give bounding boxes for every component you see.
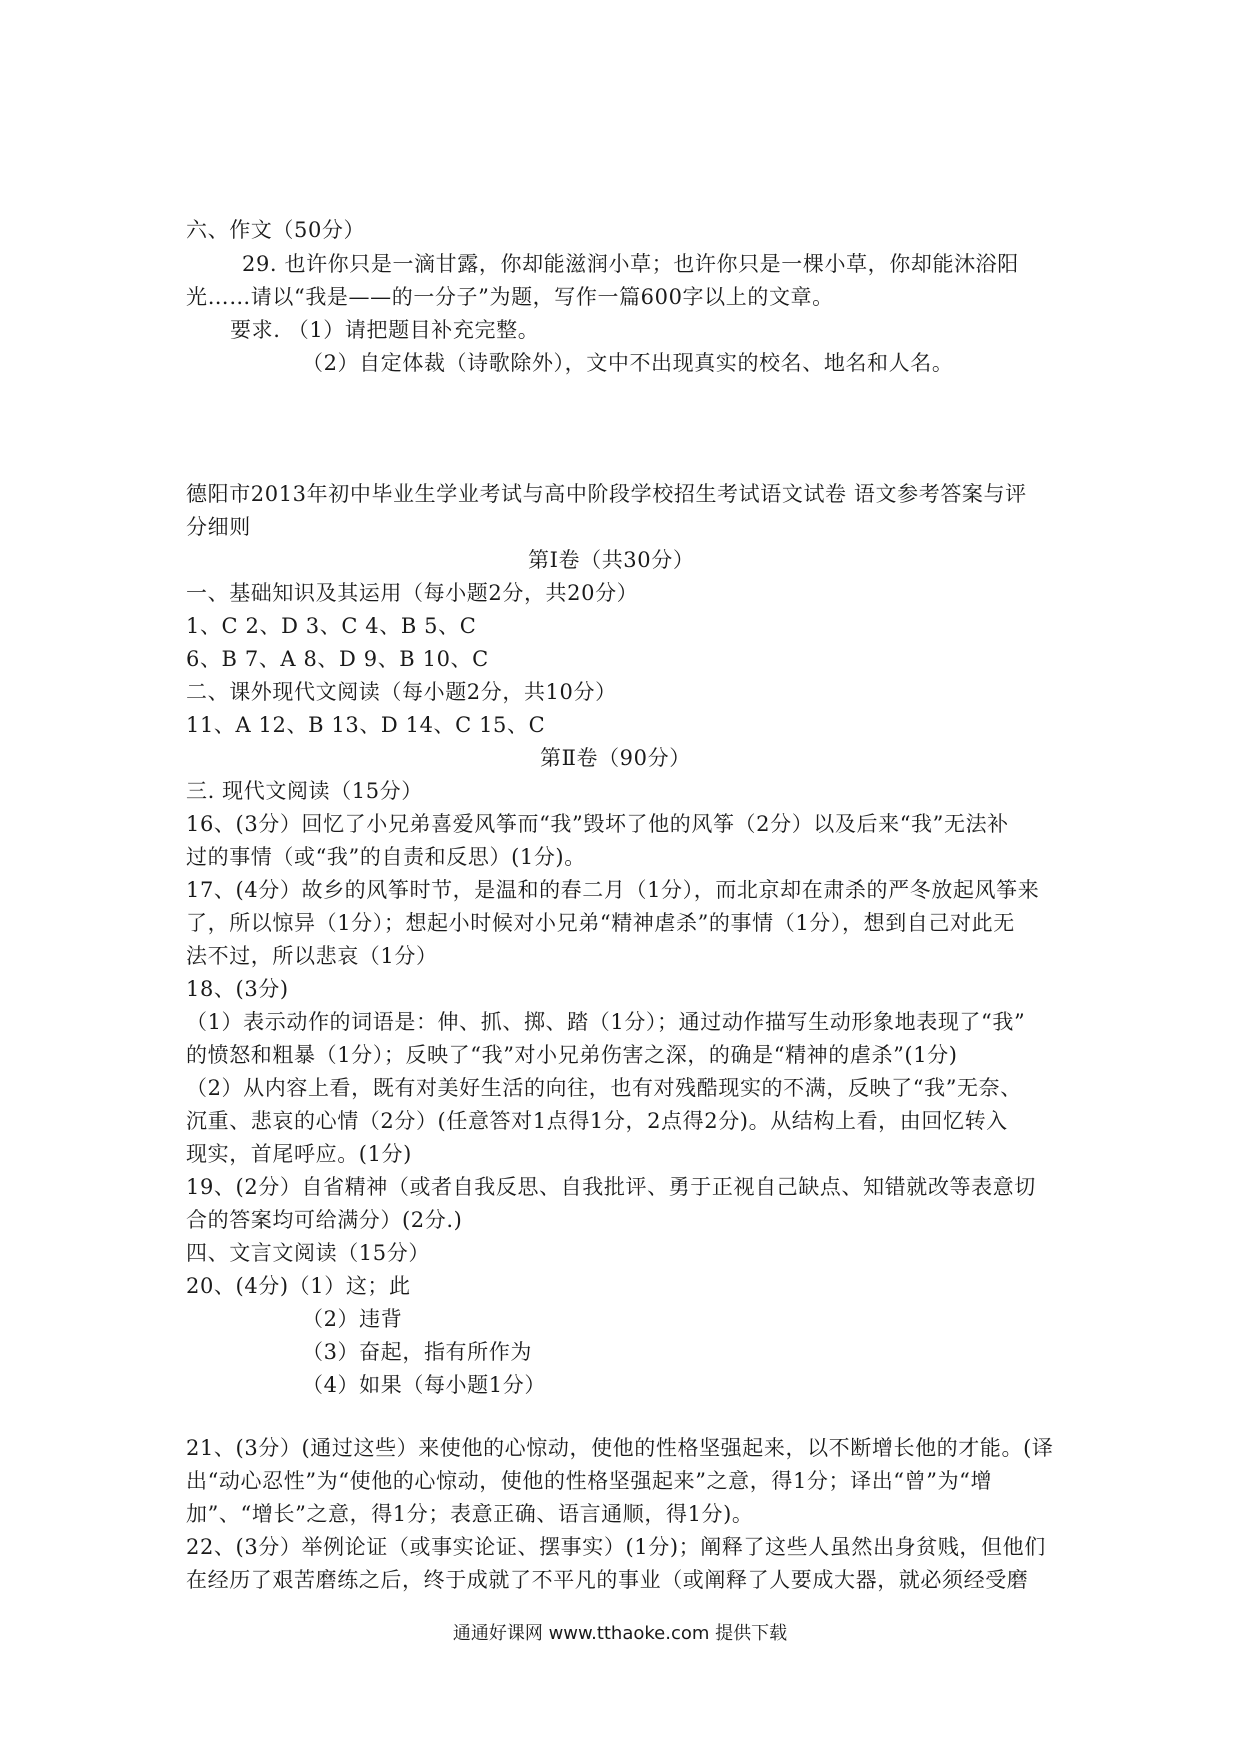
answers-title: 分细则 (186, 515, 251, 539)
answer-line: （2）违背 (302, 1307, 403, 1331)
answer-line: （3）奋起，指有所作为 (302, 1340, 532, 1364)
answer-line: 出“动心忍性”为“使他的心惊动，使他的性格坚强起来”之意，得1分；译出“曾”为“增 (186, 1469, 993, 1493)
answer-line: 合的答案均可给满分）(2分.) (186, 1208, 463, 1232)
answer-line: 法不过，所以悲哀（1分） (186, 944, 438, 968)
composition-prompt-line: 光……请以“我是——的一分子”为题，写作一篇600字以上的文章。 (186, 285, 834, 309)
section-heading: 三. 现代文阅读（15分） (186, 779, 423, 803)
answer-line: 11、A 12、B 13、D 14、C 15、C (186, 713, 546, 737)
composition-requirement: 要求. （1）请把题目补充完整。 (230, 318, 540, 342)
answer-line: 22、(3分）举例论证（或事实论证、摆事实）(1分)；阐释了这些人虽然出身贫贱，但他们 (186, 1535, 1046, 1559)
answer-line: 现实，首尾呼应。(1分) (186, 1142, 412, 1166)
answer-line: 过的事情（或“我”的自责和反思）(1分)。 (186, 845, 586, 869)
section-heading: 四、文言文阅读（15分） (186, 1241, 430, 1265)
answer-line: 18、(3分) (186, 977, 289, 1001)
volume-heading: 第Ⅰ卷（共30分） (528, 548, 695, 572)
composition-heading: 六、作文（50分） (186, 218, 366, 242)
answer-line: 20、(4分)（1）这；此 (186, 1274, 411, 1298)
answer-line: 21、(3分）(通过这些）来使他的心惊动，使他的性格坚强起来，以不断增长他的才能。(译 (186, 1436, 1054, 1460)
answer-line: 1、C 2、D 3、C 4、B 5、C (186, 614, 477, 638)
answer-line: 16、(3分）回忆了小兄弟喜爱风筝而“我”毁坏了他的风筝（2分）以及后来“我”无法补 (186, 812, 1009, 836)
footer-download-note: 通通好课网 www.tthaoke.com 提供下载 (452, 1623, 788, 1644)
volume-heading: 第Ⅱ卷（90分） (540, 746, 691, 770)
answer-line: 沉重、悲哀的心情（2分）(任意答对1点得1分，2点得2分)。从结构上看，由回忆转入 (186, 1109, 1008, 1133)
answer-line: 19、(2分）自省精神（或者自我反思、自我批评、勇于正视自己缺点、知错就改等表意切 (186, 1175, 1036, 1199)
answers-title: 德阳市2013年初中毕业生学业考试与高中阶段学校招生考试语文试卷 语文参考答案与评 (186, 482, 1027, 506)
answer-line: 6、B 7、A 8、D 9、B 10、C (186, 647, 489, 671)
composition-prompt-line: 29. 也许你只是一滴甘露，你却能滋润小草；也许你只是一棵小草，你却能沐浴阳 (242, 252, 1019, 276)
answer-line: （1）表示动作的词语是：伸、抓、掷、踏（1分）；通过动作描写生动形象地表现了“我” (186, 1010, 1026, 1034)
section-heading: 二、课外现代文阅读（每小题2分，共10分） (186, 680, 617, 704)
answer-line: （2）从内容上看，既有对美好生活的向往，也有对残酷现实的不满，反映了“我”无奈、 (186, 1076, 1022, 1100)
answer-line: （4）如果（每小题1分） (302, 1373, 546, 1397)
answer-line: 了，所以惊异（1分）；想起小时候对小兄弟“精神虐杀”的事情（1分），想到自己对此无 (186, 911, 1015, 935)
answer-line: 在经历了艰苦磨练之后，终于成就了不平凡的事业（或阐释了人要成大器，就必须经受磨 (186, 1568, 1029, 1592)
section-heading: 一、基础知识及其运用（每小题2分，共20分） (186, 581, 639, 605)
answer-line: 的愤怒和粗暴（1分）；反映了“我”对小兄弟伤害之深，的确是“精神的虐杀”(1分) (186, 1043, 958, 1067)
answer-line: 加”、“增长”之意，得1分；表意正确、语言通顺，得1分)。 (186, 1502, 754, 1526)
composition-requirement: （2）自定体裁（诗歌除外），文中不出现真实的校名、地名和人名。 (302, 351, 954, 375)
answer-line: 17、(4分）故乡的风筝时节，是温和的春二月（1分），而北京却在肃杀的严冬放起风筝来 (186, 878, 1040, 902)
